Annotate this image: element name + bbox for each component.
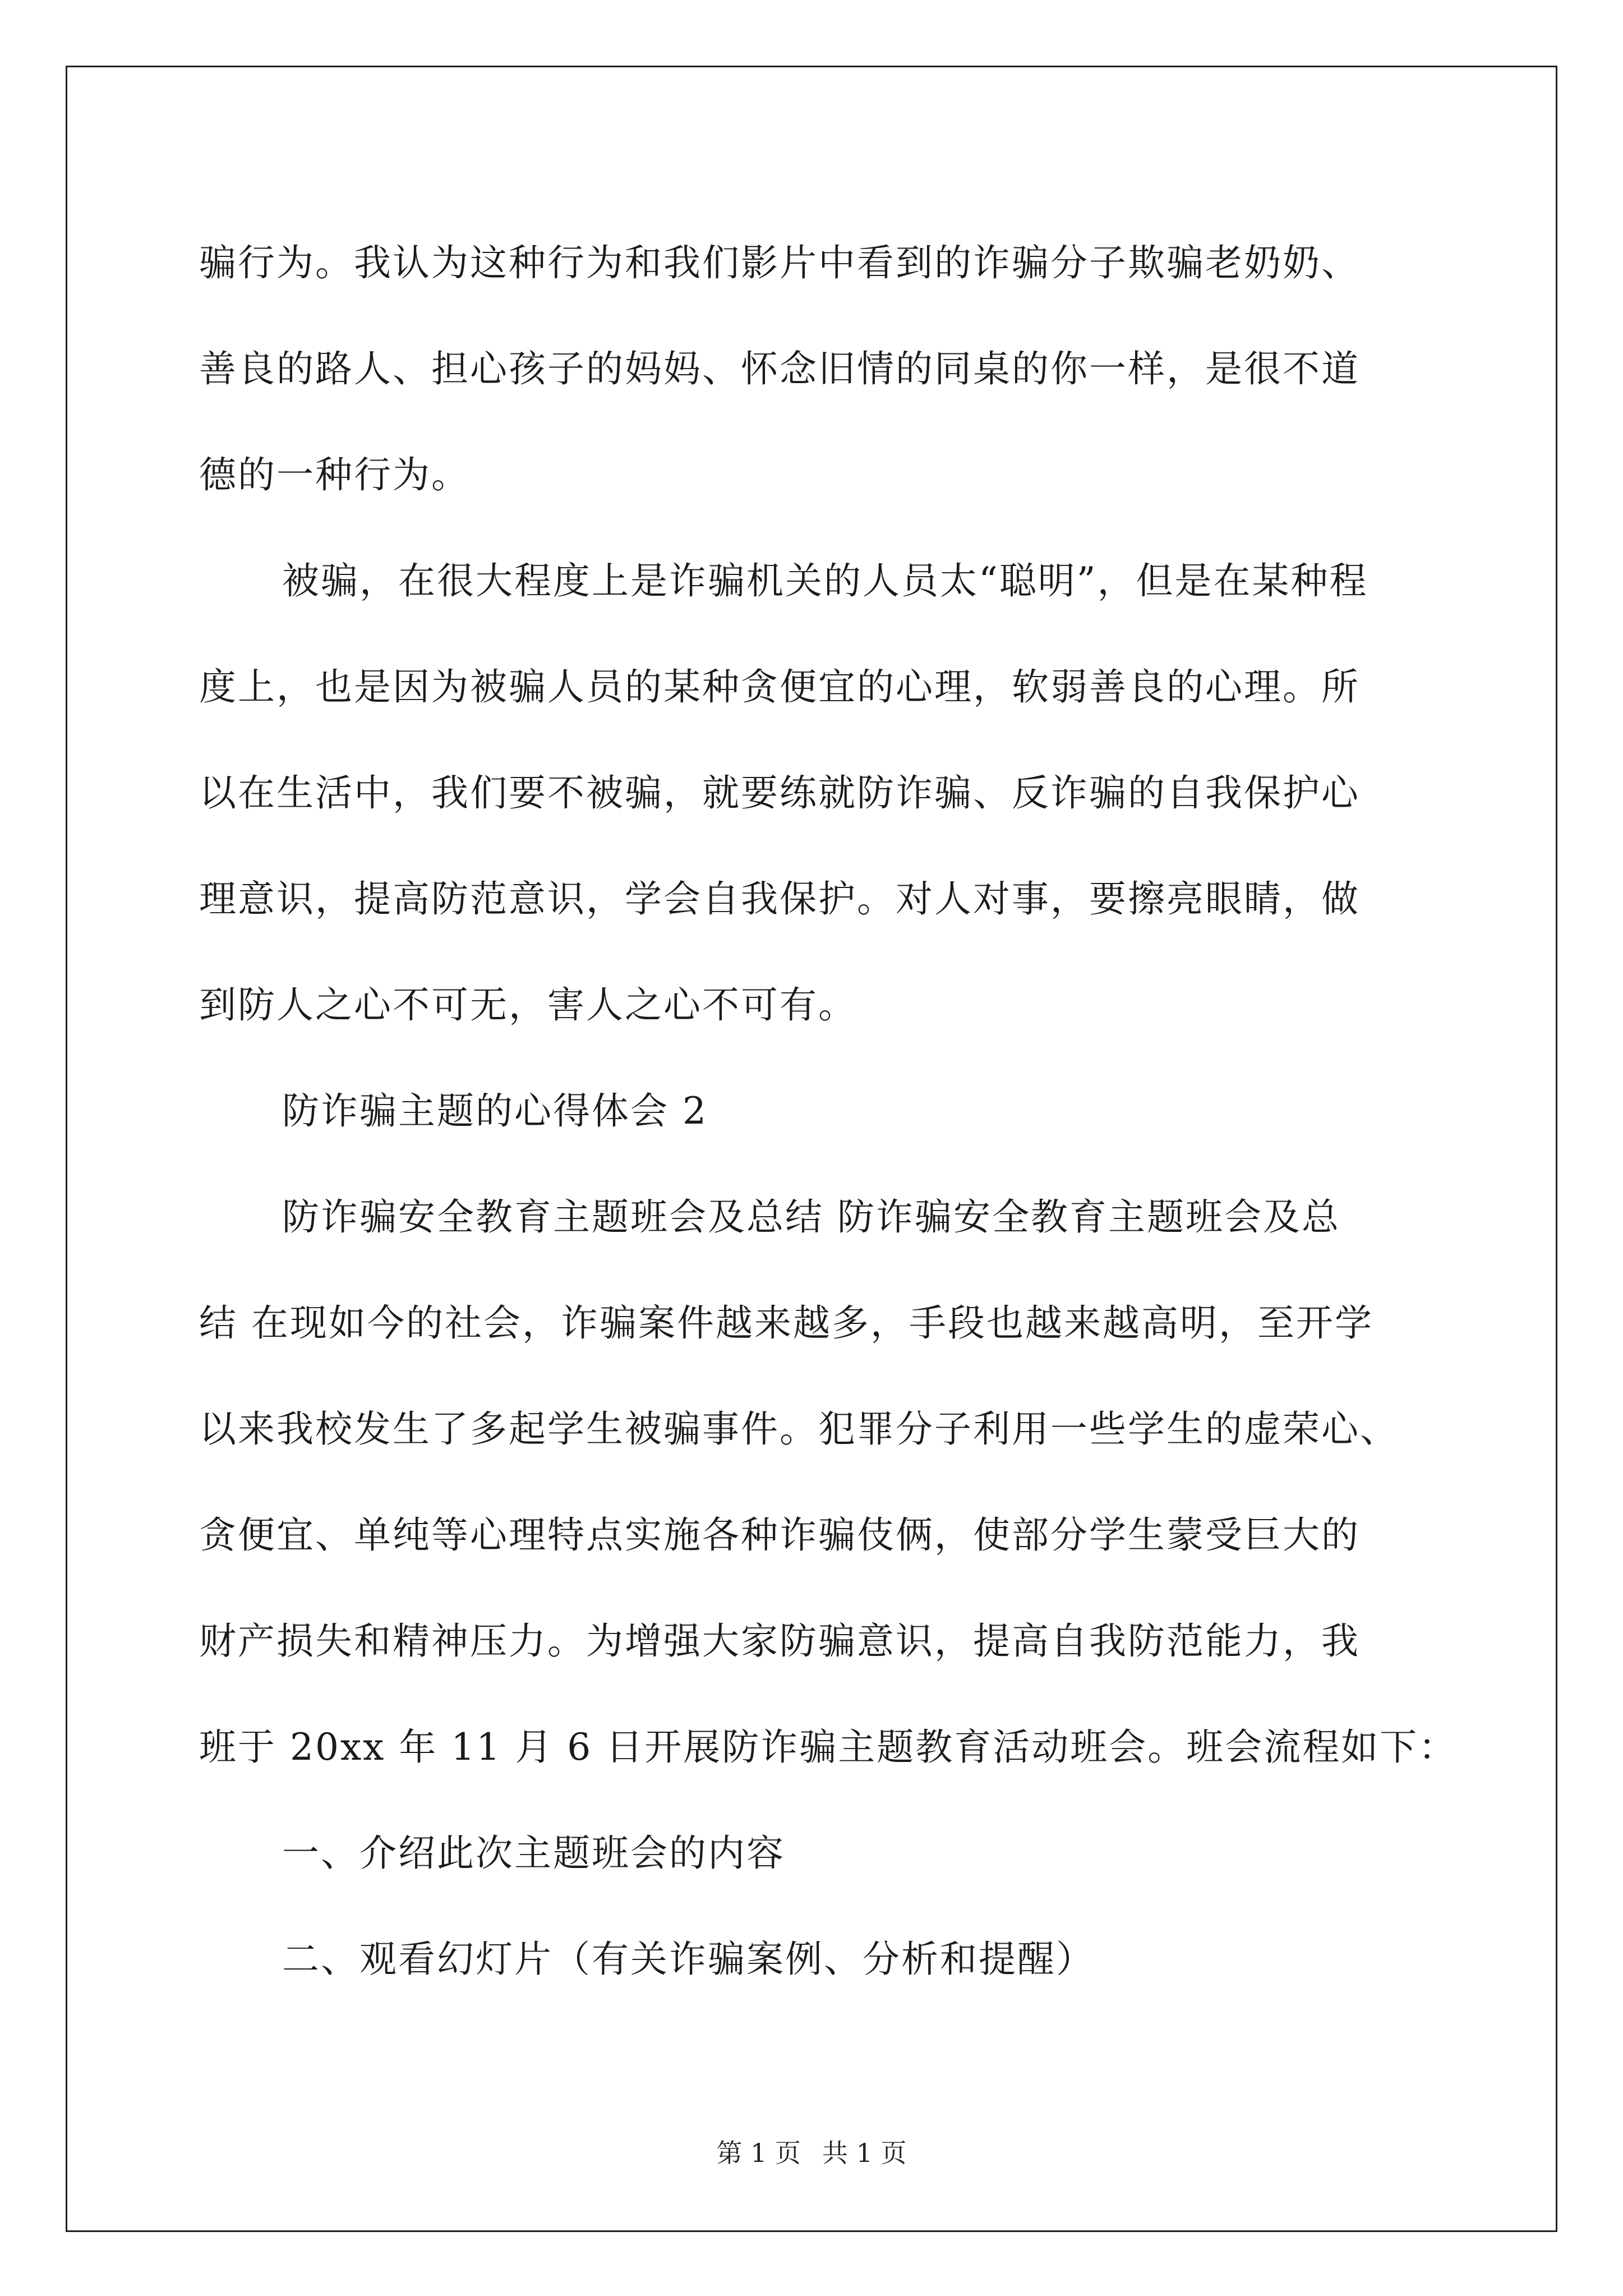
- text-line: 理意识，提高防范意识，学会自我保护。对人对事，要擦亮眼睛，做: [199, 877, 1360, 921]
- text-line: 以来我校发生了多起学生被骗事件。犯罪分子利用一些学生的虚荣心、: [199, 1407, 1399, 1451]
- text-line: 贪便宜、单纯等心理特点实施各种诈骗伎俩，使部分学生蒙受巨大的: [199, 1513, 1360, 1557]
- text-line: 德的一种行为。: [199, 453, 470, 496]
- text-line: 骗行为。我认为这种行为和我们影片中看到的诈骗分子欺骗老奶奶、: [199, 241, 1360, 284]
- section-heading: 防诈骗主题的心得体会 2: [282, 1089, 708, 1133]
- page-total: 共 1 页: [822, 2138, 907, 2168]
- document-body: [199, 210, 1458, 2012]
- text-line: 被骗，在很大程度上是诈骗机关的人员太“聪明”，但是在某种程: [282, 559, 1368, 602]
- list-item: 二、观看幻灯片（有关诈骗案例、分析和提醒）: [282, 1938, 1095, 1981]
- text-line: 度上，也是因为被骗人员的某种贪便宜的心理，软弱善良的心理。所: [199, 665, 1360, 708]
- text-line: 到防人之心不可无，害人之心不可有。: [199, 983, 857, 1027]
- text-line: 防诈骗安全教育主题班会及总结 防诈骗安全教育主题班会及总: [282, 1195, 1340, 1239]
- text-line: 班于 20xx 年 11 月 6 日开展防诈骗主题教育活动班会。班会流程如下：: [199, 1726, 1458, 1769]
- page-number: 第 1 页: [716, 2138, 801, 2168]
- text-line: 以在生活中，我们要不被骗，就要练就防诈骗、反诈骗的自我保护心: [199, 771, 1360, 815]
- text-line: 结 在现如今的社会，诈骗案件越来越多，手段也越来越高明，至开学: [199, 1301, 1373, 1345]
- list-item: 一、介绍此次主题班会的内容: [282, 1832, 785, 1875]
- text-line: 财产损失和精神压力。为增强大家防骗意识，提高自我防范能力，我: [199, 1619, 1360, 1663]
- page-footer: [0, 2136, 1623, 2170]
- text-line: 善良的路人、担心孩子的妈妈、怀念旧情的同桌的你一样，是很不道: [199, 347, 1360, 390]
